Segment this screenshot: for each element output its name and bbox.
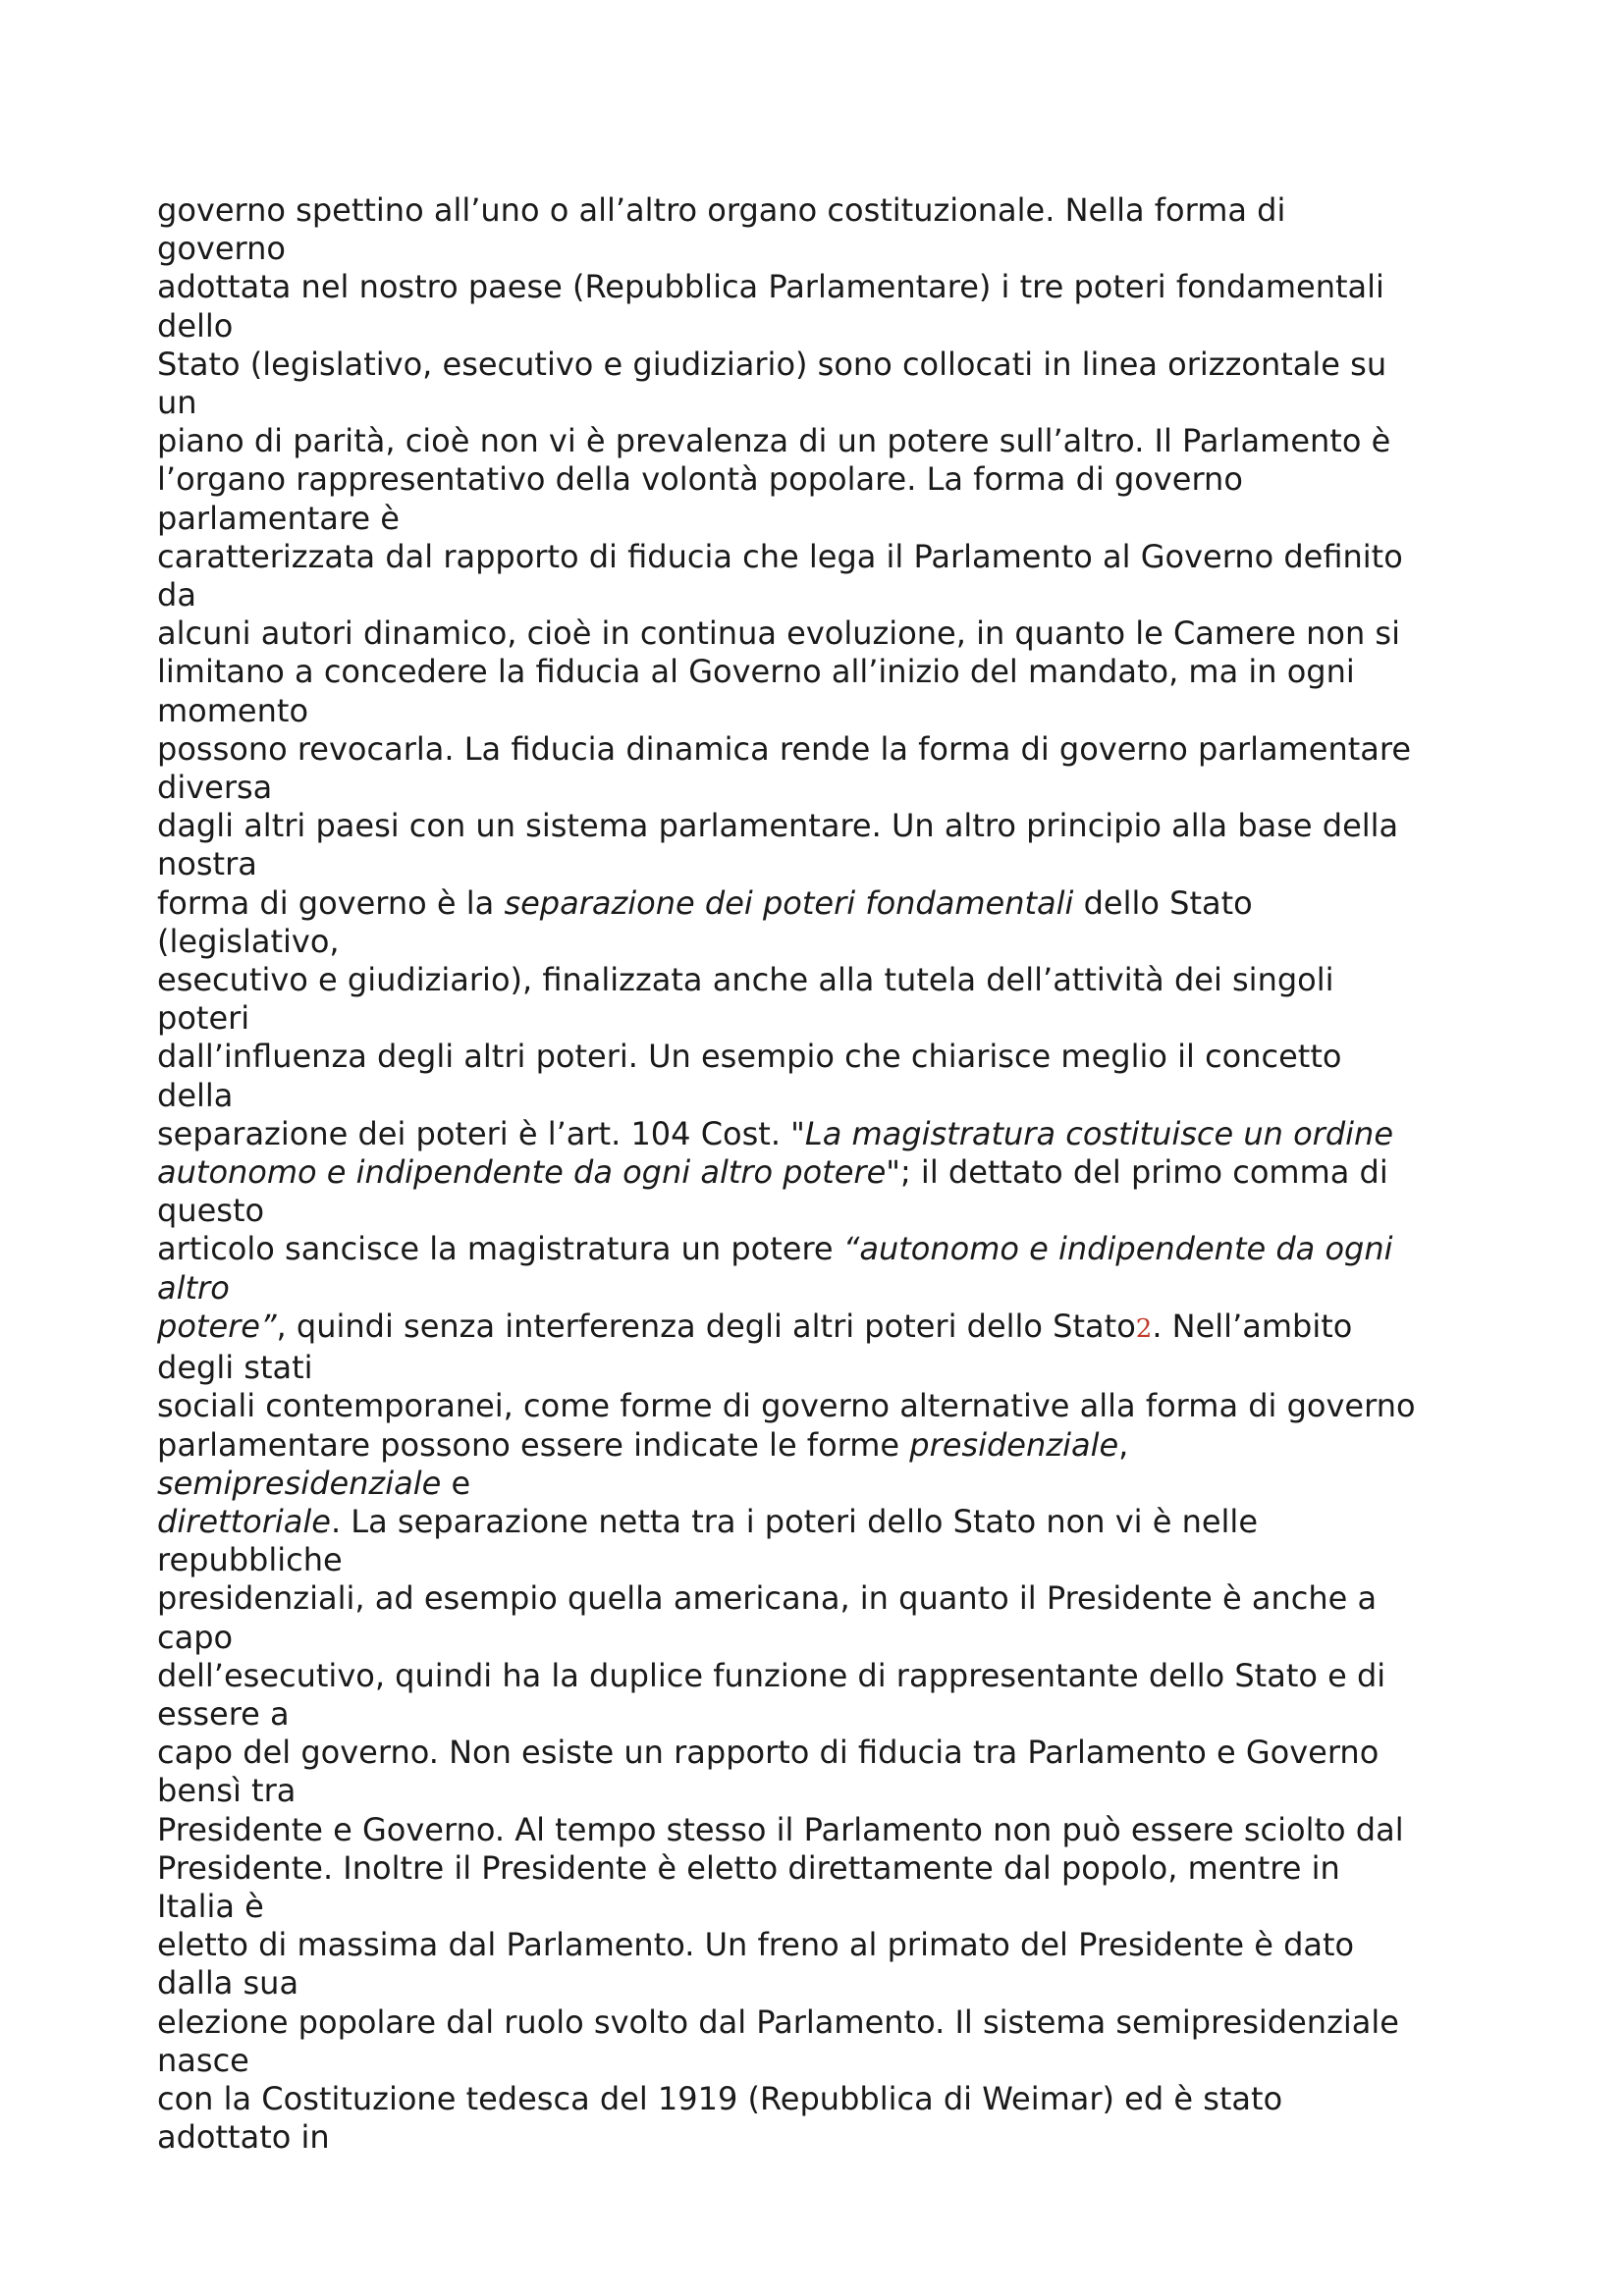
italic-text: presidenziale xyxy=(909,1425,1119,1464)
text-line xyxy=(157,1541,1551,1579)
text-span: da xyxy=(157,576,196,614)
text-line xyxy=(157,268,1551,306)
italic-text: direttoriale xyxy=(157,1502,331,1540)
text-line xyxy=(157,1308,1551,1349)
text-span: caratterizzata dal rapporto di fiducia che lega il Parlamento al Governo definito xyxy=(157,537,1403,575)
text-span: parlamentare possono essere indicate le forme xyxy=(157,1425,910,1464)
text-line xyxy=(157,384,1551,422)
italic-text: altro xyxy=(157,1268,230,1307)
text-line xyxy=(157,1619,1551,1657)
text-line xyxy=(157,1695,1551,1734)
text-line xyxy=(157,845,1551,883)
text-span: con la Costituzione tedesca del 1919 (Repubblica di Weimar) ed è stato xyxy=(157,2079,1283,2117)
text-span: , quindi senza interferenza degli altri poteri dello Stato xyxy=(276,1307,1136,1345)
text-span: governo spettino all’uno o all’altro organo costituzionale. Nella forma di xyxy=(157,191,1286,229)
text-line xyxy=(157,1269,1551,1308)
text-span: essere a xyxy=(157,1694,290,1733)
text-span: articolo sancisce la magistratura un potere xyxy=(157,1230,843,1268)
text-span: dello xyxy=(157,306,234,345)
text-line xyxy=(157,1503,1551,1541)
italic-text: separazione dei poteri fondamentali xyxy=(504,883,1074,922)
text-line xyxy=(157,422,1551,460)
text-line xyxy=(157,1192,1551,1230)
text-span: questo xyxy=(157,1192,265,1230)
text-line xyxy=(157,1772,1551,1810)
text-span: "; il dettato del primo comma di xyxy=(886,1153,1388,1192)
text-line xyxy=(157,999,1551,1038)
text-span: adottata nel nostro paese (Repubblica Parlamentare) i tre poteri fondamentali xyxy=(157,268,1384,306)
text-span: elezione popolare dal ruolo svolto dal Parlamento. Il sistema semipresidenziale xyxy=(157,2002,1399,2041)
text-span: governo xyxy=(157,230,286,268)
text-span: parlamentare è xyxy=(157,499,400,537)
text-span: dagli altri paesi con un sistema parlamentare. Un altro principio alla base della xyxy=(157,807,1399,845)
text-line xyxy=(157,538,1551,576)
text-line xyxy=(157,460,1551,499)
text-line xyxy=(157,346,1551,384)
italic-text: autonomo e indipendente da ogni altro potere xyxy=(157,1153,887,1192)
text-line xyxy=(157,2042,1551,2080)
text-span: . Nell’ambito xyxy=(1152,1307,1353,1345)
text-line xyxy=(157,1964,1551,2002)
text-line xyxy=(157,884,1551,923)
text-line xyxy=(157,1657,1551,1695)
italic-text: “autonomo e indipendente da ogni xyxy=(842,1230,1393,1268)
text-line xyxy=(157,692,1551,730)
italic-text: La magistratura costituisce un ordine xyxy=(804,1114,1393,1152)
text-line xyxy=(157,1926,1551,1964)
footnote-reference: 2 xyxy=(1135,1313,1153,1344)
text-line xyxy=(157,576,1551,614)
text-line xyxy=(157,769,1551,807)
text-span: Stato (legislativo, esecutivo e giudiziario) sono collocati in linea orizzontale su xyxy=(157,345,1387,383)
text-span: capo xyxy=(157,1618,234,1656)
text-span: l’organo rappresentativo della volontà popolare. La forma di governo xyxy=(157,460,1243,499)
text-span: esecutivo e giudiziario), finalizzata anche alla tutela dell’attività dei singoli xyxy=(157,961,1334,999)
text-span: Italia è xyxy=(157,1887,264,1925)
text-line xyxy=(157,230,1551,268)
text-line xyxy=(157,1230,1551,1268)
text-line xyxy=(157,1153,1551,1192)
text-span: Presidente e Governo. Al tempo stesso il Parlamento non può essere sciolto dal xyxy=(157,1810,1404,1848)
text-span: separazione dei poteri è l’art. 104 Cost. " xyxy=(157,1114,805,1152)
text-span: dell’esecutivo, quindi ha la duplice funzione di rappresentante dello Stato e di xyxy=(157,1656,1386,1694)
text-span: repubbliche xyxy=(157,1541,343,1579)
text-span: Presidente. Inoltre il Presidente è eletto direttamente dal popolo, mentre in xyxy=(157,1848,1340,1887)
text-line xyxy=(157,614,1551,653)
text-line xyxy=(157,1426,1551,1465)
italic-text: potere” xyxy=(157,1307,277,1345)
text-line xyxy=(157,1888,1551,1926)
text-span: limitano a concedere la fiducia al Governo all’inizio del mandato, ma in ogni xyxy=(157,653,1355,691)
text-line xyxy=(157,2080,1551,2118)
text-span: dalla sua xyxy=(157,1964,299,2002)
text-line xyxy=(157,191,1551,230)
text-span: nasce xyxy=(157,2041,249,2079)
text-span: diversa xyxy=(157,769,273,807)
text-line xyxy=(157,1849,1551,1888)
text-line xyxy=(157,1349,1551,1387)
text-line xyxy=(157,1387,1551,1425)
text-span: momento xyxy=(157,691,309,729)
text-span: nostra xyxy=(157,845,257,883)
text-span: sociali contemporanei, come forme di governo alternative alla forma di governo xyxy=(157,1387,1416,1425)
text-span: degli stati xyxy=(157,1349,313,1387)
text-span: poteri xyxy=(157,999,250,1038)
body-text xyxy=(157,191,1551,2157)
text-line xyxy=(157,2118,1551,2157)
text-span: forma di governo è la xyxy=(157,883,505,922)
text-line xyxy=(157,1579,1551,1618)
text-span: dall’influenza degli altri poteri. Un esempio che chiarisce meglio il concetto xyxy=(157,1038,1342,1076)
text-line xyxy=(157,1465,1551,1503)
text-line xyxy=(157,653,1551,691)
text-line xyxy=(157,807,1551,845)
text-span: della xyxy=(157,1076,234,1114)
text-line xyxy=(157,961,1551,999)
text-span: un xyxy=(157,384,197,422)
text-line xyxy=(157,923,1551,961)
italic-text: semipresidenziale xyxy=(157,1464,442,1502)
text-span: piano di parità, cioè non vi è prevalenza di un potere sull’altro. Il Parlamento è xyxy=(157,422,1391,460)
text-span: , xyxy=(1118,1425,1129,1464)
text-span: possono revocarla. La fiducia dinamica rende la forma di governo parlamentare xyxy=(157,729,1412,768)
text-span: e xyxy=(441,1464,471,1502)
text-line xyxy=(157,1115,1551,1153)
text-line xyxy=(157,307,1551,346)
text-span: . La separazione netta tra i poteri dello Stato non vi è nelle xyxy=(330,1502,1258,1540)
text-line xyxy=(157,1811,1551,1849)
text-line xyxy=(157,2003,1551,2042)
text-span: adottato in xyxy=(157,2118,330,2157)
text-line xyxy=(157,1077,1551,1115)
text-span: (legislativo, xyxy=(157,922,340,960)
text-span: eletto di massima dal Parlamento. Un freno al primato del Presidente è dato xyxy=(157,1926,1355,1964)
text-span: presidenziali, ad esempio quella americana, in quanto il Presidente è anche a xyxy=(157,1579,1378,1618)
text-line xyxy=(157,1038,1551,1076)
text-line xyxy=(157,1734,1551,1772)
text-line xyxy=(157,730,1551,769)
text-line xyxy=(157,500,1551,538)
text-span: capo del governo. Non esiste un rapporto di fiducia tra Parlamento e Governo xyxy=(157,1734,1380,1772)
text-span: alcuni autori dinamico, cioè in continua evoluzione, in quanto le Camere non si xyxy=(157,614,1400,653)
text-span: bensì tra xyxy=(157,1772,297,1810)
text-span: dello Stato xyxy=(1073,883,1253,922)
